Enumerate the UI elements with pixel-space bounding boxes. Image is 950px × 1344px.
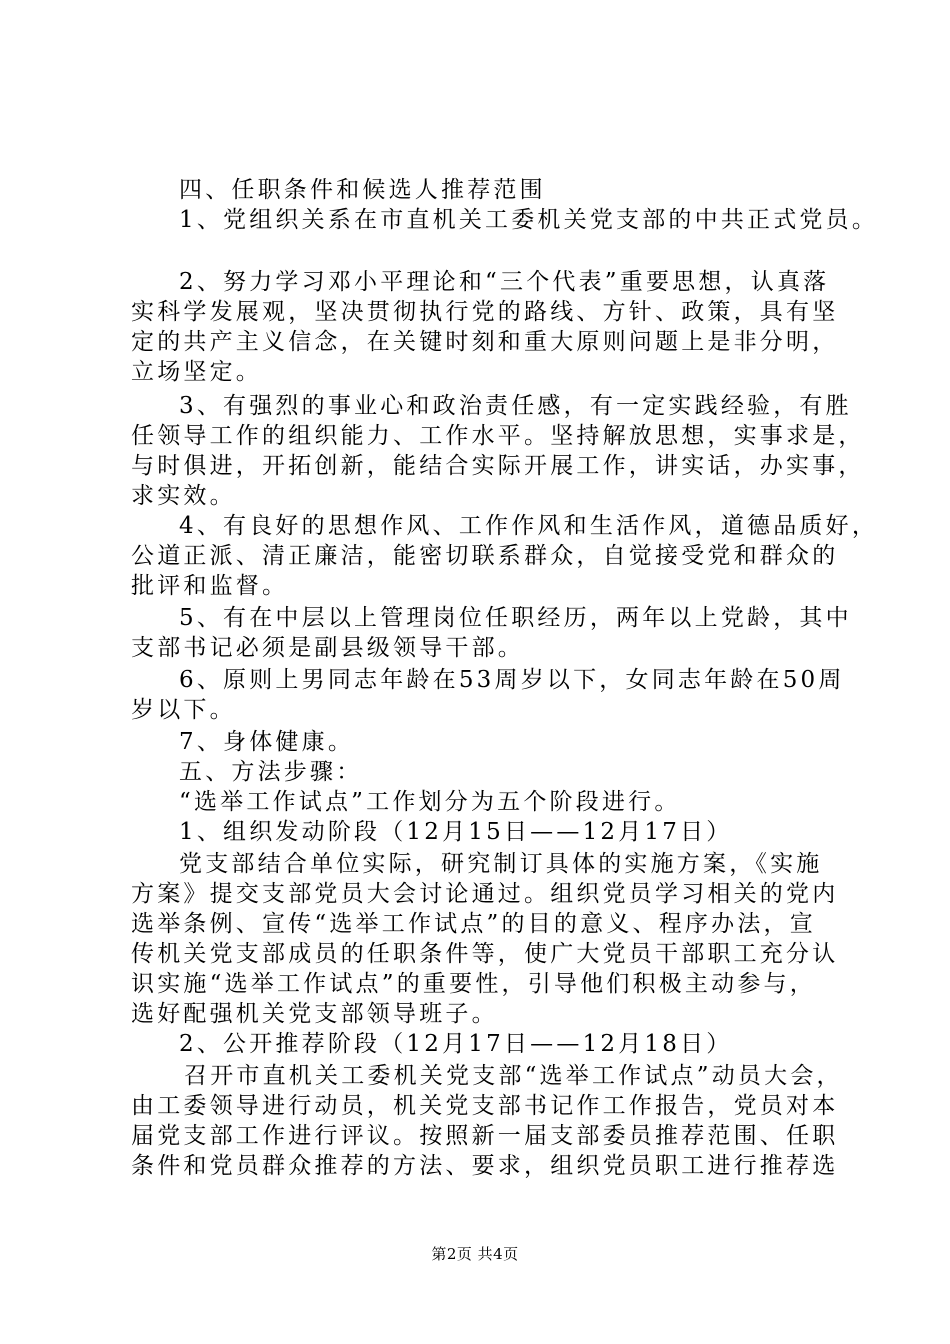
paragraph-line: 岁以下。 <box>131 697 236 723</box>
paragraph-line: 方案》提交支部党员大会讨论通过。组织党员学习相关的党内 <box>131 881 839 907</box>
paragraph-line: 定的共产主义信念，在关键时刻和重大原则问题上是非分明， <box>131 329 839 355</box>
paragraph-line: 5、有在中层以上管理岗位任职经历，两年以上党龄，其中 <box>179 605 852 631</box>
paragraph-line: 3、有强烈的事业心和政治责任感，有一定实践经验，有胜 <box>179 393 852 419</box>
paragraph-line: 任领导工作的组织能力、工作水平。坚持解放思想，实事求是， <box>131 423 865 449</box>
stage-heading-2: 2、公开推荐阶段（12月17日——12月18日） <box>179 1031 733 1057</box>
paragraph-line: 届党支部工作进行评议。按照新一届支部委员推荐范围、任职 <box>131 1123 839 1149</box>
section-heading-5: 五、方法步骤： <box>179 759 363 785</box>
paragraph-line: 实科学发展观，坚决贯彻执行党的路线、方针、政策，具有坚 <box>131 299 839 325</box>
paragraph-line: 1、党组织关系在市直机关工委机关党支部的中共正式党员。 <box>179 207 879 233</box>
paragraph-line: 批评和监督。 <box>131 573 289 599</box>
paragraph-line: 立场坚定。 <box>131 359 262 385</box>
paragraph-line: 6、原则上男同志年龄在53周岁以下，女同志年龄在50周 <box>179 667 845 693</box>
paragraph-line: 选好配强机关党支部领导班子。 <box>131 1001 498 1027</box>
paragraph-line: 传机关党支部成员的任职条件等，使广大党员干部职工充分认 <box>131 941 839 967</box>
paragraph-line: 公道正派、清正廉洁，能密切联系群众，自觉接受党和群众的 <box>131 543 839 569</box>
page-footer: 第2页 共4页 <box>431 1245 519 1263</box>
paragraph-line: 选举条例、宣传“选举工作试点”的目的意义、程序办法，宣 <box>131 911 816 937</box>
section-heading-4: 四、任职条件和候选人推荐范围 <box>179 177 546 203</box>
paragraph-line: 由工委领导进行动员，机关党支部书记作工作报告，党员对本 <box>131 1093 839 1119</box>
paragraph-line: 4、有良好的思想作风、工作作风和生活作风，道德品质好， <box>179 513 879 539</box>
stage-heading-1: 1、组织发动阶段（12月15日——12月17日） <box>179 819 733 845</box>
paragraph-line: 7、身体健康。 <box>179 729 355 755</box>
paragraph-line: 召开市直机关工委机关党支部“选举工作试点”动员大会， <box>184 1063 843 1089</box>
paragraph-line: 2、努力学习邓小平理论和“三个代表”重要思想，认真落 <box>179 269 830 295</box>
paragraph-line: 与时俱进，开拓创新，能结合实际开展工作，讲实话，办实事， <box>131 453 865 479</box>
paragraph-line: “选举工作试点”工作划分为五个阶段进行。 <box>179 789 681 815</box>
paragraph-line: 党支部结合单位实际，研究制订具体的实施方案，《实施 <box>179 851 823 877</box>
paragraph-line: 识实施“选举工作试点”的重要性，引导他们积极主动参与， <box>131 971 816 997</box>
paragraph-line: 条件和党员群众推荐的方法、要求，组织党员职工进行推荐选 <box>131 1153 839 1179</box>
paragraph-line: 支部书记必须是副县级领导干部。 <box>131 635 524 661</box>
paragraph-line: 求实效。 <box>131 483 236 509</box>
